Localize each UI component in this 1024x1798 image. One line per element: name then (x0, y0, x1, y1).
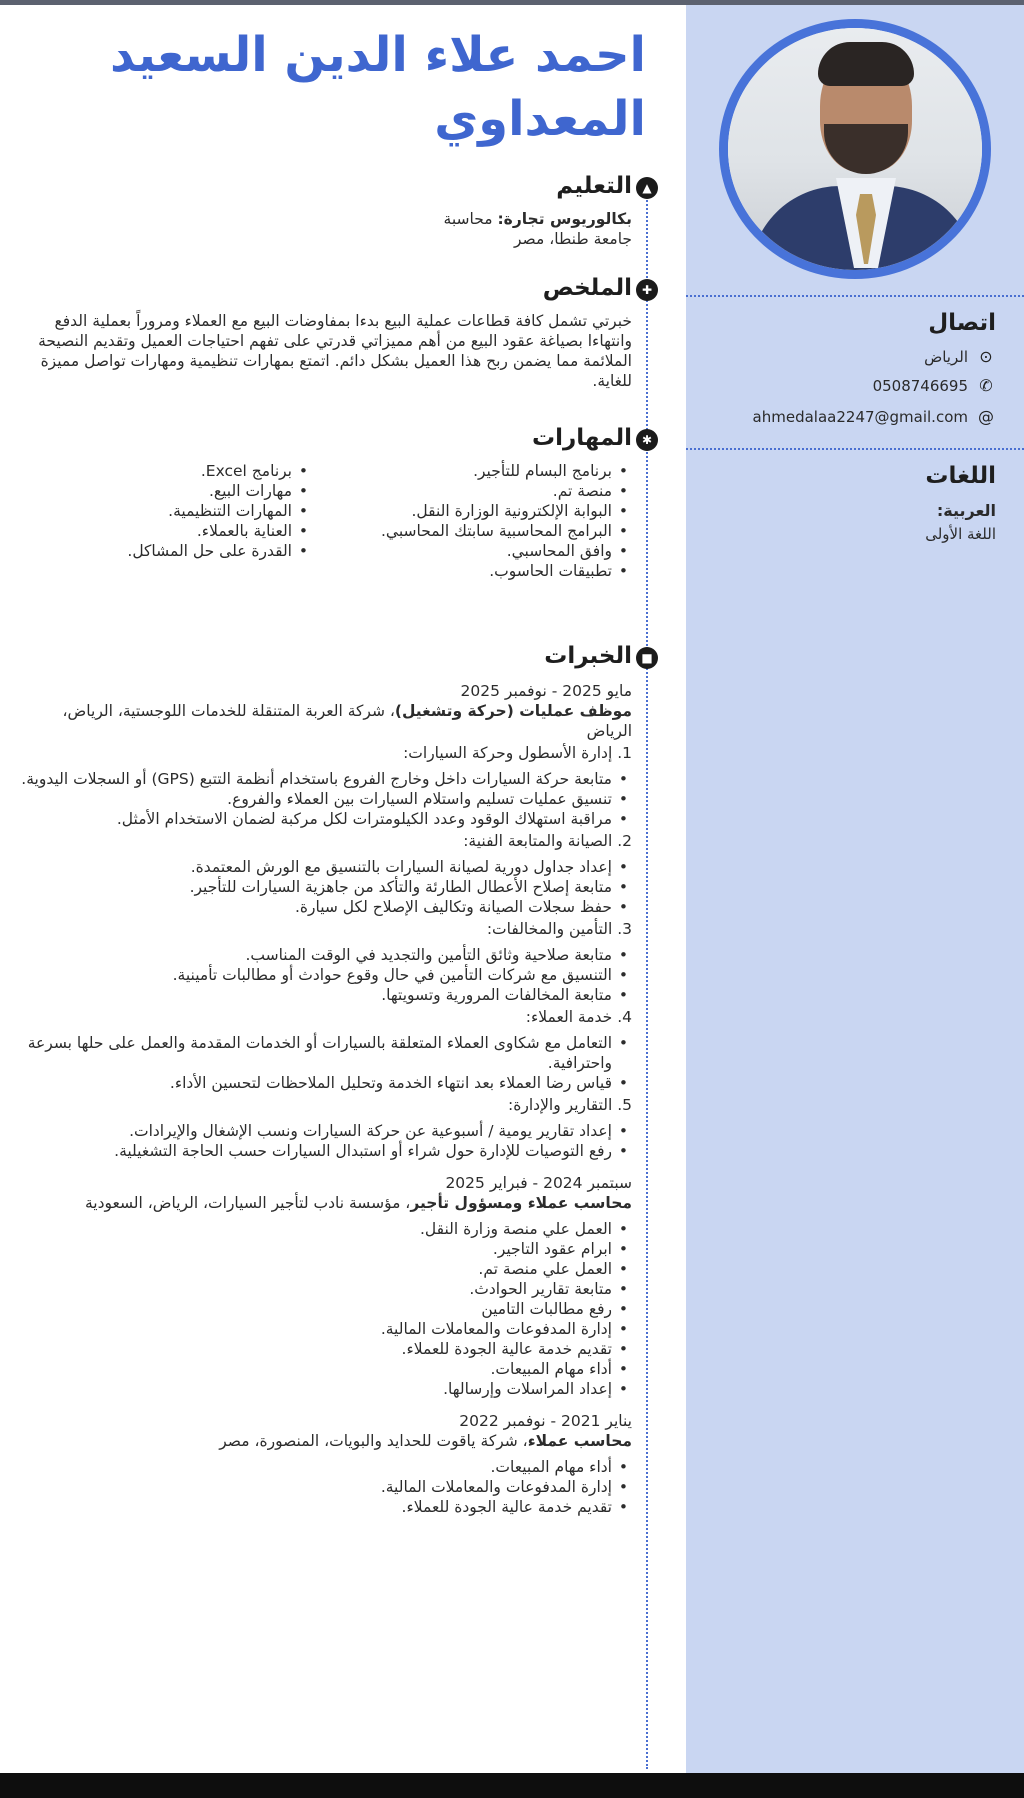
skill-item: • البوابة الإلكترونية الوزارة النقل. (352, 501, 632, 521)
job-entry (17, 1173, 632, 1399)
divider (686, 295, 1024, 297)
degree-line (17, 209, 632, 229)
contact-phone (873, 376, 996, 395)
skills-list-primary (352, 461, 632, 581)
list-item: • تنسيق عمليات تسليم واستلام السيارات بين العملاء والفروع. (17, 789, 632, 809)
job-role: موظف عمليات (حركة وتشغيل) (394, 702, 632, 720)
list-item: • قياس رضا العملاء بعد انتهاء الخدمة وتحليل الملاحظات لتحسين الأداء. (17, 1073, 632, 1093)
list-item: • مراقبة استهلاك الوقود وعدد الكيلومترات لكل مركبة لضمان الاستخدام الأمثل. (17, 809, 632, 829)
experience-list (17, 681, 632, 1517)
divider (686, 448, 1024, 450)
section-heading: 2. الصيانة والمتابعة الفنية: (463, 832, 632, 850)
skill-item: • وافق المحاسبي. (352, 541, 632, 561)
list-item: • تقديم خدمة عالية الجودة للعملاء. (17, 1339, 632, 1359)
bullet-list (17, 769, 632, 829)
list-item: • متابعة تقارير الحوادث. (17, 1279, 632, 1299)
list-item: • رفع مطالبات التامين (17, 1299, 632, 1319)
section-heading: 1. إدارة الأسطول وحركة السيارات: (403, 744, 632, 762)
list-item: • رفع التوصيات للإدارة حول شراء أو استبدال السيارات حسب الحاجة التشغيلية. (17, 1141, 632, 1161)
section-heading: 5. التقارير والإدارة: (508, 1096, 632, 1114)
timeline-line (646, 189, 648, 1769)
skills-icon: ✱ (636, 429, 658, 451)
list-item: • إعداد جداول دورية لصيانة السيارات بالتنسيق مع الورش المعتمدة. (17, 857, 632, 877)
bullet-list (17, 1033, 632, 1093)
skill-item: • منصة تم. (352, 481, 632, 501)
degree: بكالوريوس تجارة: (497, 210, 632, 228)
job-entry (17, 1411, 632, 1517)
section-heading: 4. خدمة العملاء: (525, 1008, 632, 1026)
job-heading (17, 1431, 632, 1451)
job-entry (17, 681, 632, 1161)
job-dates: مايو 2025 - نوفمبر 2025 (460, 682, 632, 700)
profile-photo (719, 19, 991, 279)
list-item: • أداء مهام المبيعات. (17, 1457, 632, 1477)
skills-list-secondary (32, 461, 312, 581)
job-company: ، شركة ياقوت للحدايد والبويات، المنصورة، مصر (219, 1432, 528, 1450)
list-item: • إدارة المدفوعات والمعاملات المالية. (17, 1319, 632, 1339)
list-item: • متابعة حركة السيارات داخل وخارج الفروع باستخدام أنظمة التتبع (GPS) أو السجلات اليدوية. (17, 769, 632, 789)
list-item: • إدارة المدفوعات والمعاملات المالية. (17, 1477, 632, 1497)
summary-text: خبرتي تشمل كافة قطاعات عملية البيع بدءا بمفاوضات البيع مع العملاء ومروراً بعملية الدفع وانتهاءا بصياغة عقود البيع من أهم مميزاتي قدرتي على تفهم احتياجات العميل وتقديم النصيحة الملائمة مما يضمن ربح هذا العميل بشكل دائم. اتمتع بمهارات تنظيمية ومهارات تواصل مميزة للغاية. (38, 312, 632, 390)
location-text: الرياض (924, 347, 968, 366)
phone-text: 0508746695 (872, 376, 968, 395)
experience-title: الخبرات (544, 643, 632, 669)
bullet-list (17, 1121, 632, 1161)
job-heading (17, 1193, 632, 1213)
bullet-list (17, 857, 632, 917)
graduation-icon: ▲ (636, 177, 658, 199)
contact-location (924, 347, 996, 366)
full-name: احمد علاء الدين السعيد المعداوي (109, 27, 646, 147)
job-dates: سبتمبر 2024 - فبراير 2025 (445, 1174, 632, 1192)
skill-item: • تطبيقات الحاسوب. (352, 561, 632, 581)
summary-title: الملخص (542, 275, 632, 301)
contact-email (753, 407, 996, 426)
languages-title: اللغات (925, 463, 996, 489)
resume-page (0, 5, 1024, 1773)
briefcase-icon: ■ (636, 647, 658, 669)
list-item: • العمل علي منصة تم. (17, 1259, 632, 1279)
bottom-bar (0, 1773, 1024, 1798)
sidebar (686, 5, 1024, 1773)
photo-hair (818, 42, 914, 86)
job-heading (17, 701, 632, 741)
skill-item: • القدرة على حل المشاكل. (32, 541, 312, 561)
section-heading: 3. التأمين والمخالفات: (486, 920, 632, 938)
bullet-list (17, 945, 632, 1005)
job-company: ، شركة العربة المتنقلة للخدمات اللوجستية، الرياض، الرياض (62, 702, 632, 740)
language-name: العربية: (936, 501, 996, 520)
language-level: اللغة الأولى (925, 525, 996, 543)
list-item: • متابعة صلاحية وثائق التأمين والتجديد في الوقت المناسب. (17, 945, 632, 965)
list-item: • أداء مهام المبيعات. (17, 1359, 632, 1379)
school: جامعة طنطا، مصر (514, 230, 632, 248)
skill-item: • مهارات البيع. (32, 481, 312, 501)
list-item: • التعامل مع شكاوى العملاء المتعلقة بالسيارات أو الخدمات المقدمة والعمل على حلها بسرعة واحترافية. (17, 1033, 632, 1073)
list-item: • ابرام عقود التاجير. (17, 1239, 632, 1259)
location-pin-icon: ⊙ (979, 347, 993, 366)
major: محاسبة (443, 210, 493, 228)
list-item: • متابعة المخالفات المرورية وتسويتها. (17, 985, 632, 1005)
job-role: محاسب عملاء ومسؤول تأجير (410, 1194, 632, 1212)
education-title: التعليم (556, 173, 632, 199)
list-item: • العمل علي منصة وزارة النقل. (17, 1219, 632, 1239)
skills-title: المهارات (532, 425, 632, 451)
list-item: • تقديم خدمة عالية الجودة للعملاء. (17, 1497, 632, 1517)
skill-item: • المهارات التنظيمية. (32, 501, 312, 521)
job-company: ، مؤسسة نادب لتأجير السيارات، الرياض، السعودية (84, 1194, 411, 1212)
main-content (0, 5, 686, 1773)
skill-item: • العناية بالعملاء. (32, 521, 312, 541)
email-text: ahmedalaa2247@gmail.com (752, 407, 968, 426)
at-sign-icon: @ (978, 407, 994, 426)
bullet-list (17, 1457, 632, 1517)
phone-icon: ✆ (979, 376, 993, 395)
job-dates: يناير 2021 - نوفمبر 2022 (459, 1412, 632, 1430)
bullet-list (17, 1219, 632, 1399)
skill-item: • برنامج البسام للتأجير. (352, 461, 632, 481)
contact-title: اتصال (928, 310, 996, 336)
list-item: • متابعة إصلاح الأعطال الطارئة والتأكد من جاهزية السيارات للتأجير. (17, 877, 632, 897)
summary-icon: ✚ (636, 279, 658, 301)
education-block (17, 209, 632, 249)
job-role: محاسب عملاء (527, 1432, 632, 1450)
list-item: • إعداد المراسلات وإرسالها. (17, 1379, 632, 1399)
skill-item: • برنامج Excel. (32, 461, 312, 481)
list-item: • حفظ سجلات الصيانة وتكاليف الإصلاح لكل سيارة. (17, 897, 632, 917)
skill-item: • البرامج المحاسبية سابتك المحاسبي. (352, 521, 632, 541)
list-item: • التنسيق مع شركات التأمين في حال وقوع حوادث أو مطالبات تأمينية. (17, 965, 632, 985)
list-item: • إعداد تقارير يومية / أسبوعية عن حركة السيارات ونسب الإشغال والإيرادات. (17, 1121, 632, 1141)
skills-lists (17, 461, 632, 581)
